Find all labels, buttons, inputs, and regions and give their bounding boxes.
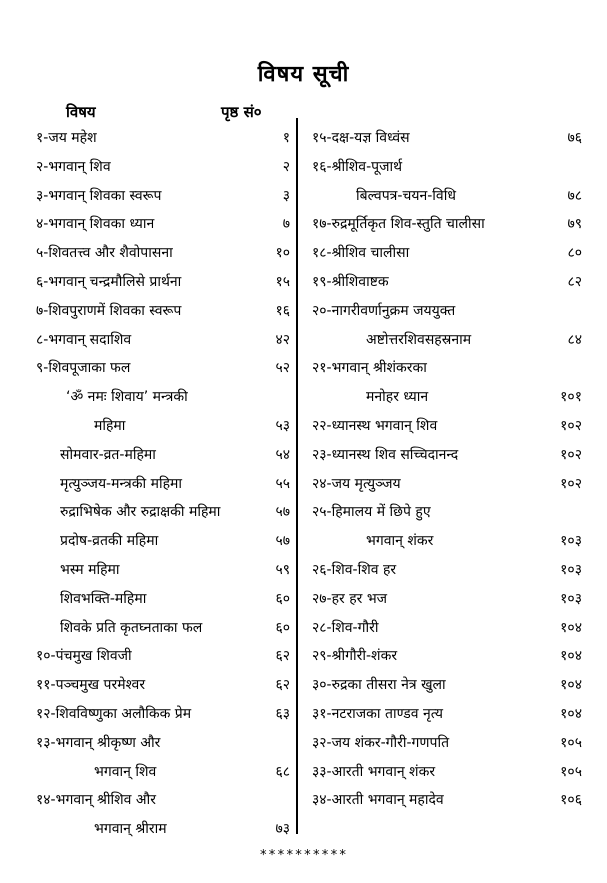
toc-entry-title: अष्टोत्तरशिवसहस्रनाम <box>366 331 472 348</box>
toc-left-column <box>36 124 290 844</box>
toc-entry-page: ६८ <box>275 763 290 780</box>
toc-entry-title: १६-श्रीशिव-पूजार्थ <box>312 158 403 175</box>
column-header-subject: विषय <box>66 103 96 121</box>
column-divider <box>296 118 298 834</box>
toc-entry <box>36 297 290 326</box>
toc-entry-page: ६२ <box>275 648 290 665</box>
toc-entry-page: ५७ <box>275 533 290 550</box>
toc-entry-title: २४-जय मृत्युञ्जय <box>312 475 401 492</box>
toc-entry-page: ८४ <box>567 331 582 348</box>
toc-entry <box>36 470 290 499</box>
toc-entry <box>312 182 582 211</box>
toc-entry <box>312 700 582 729</box>
toc-entry <box>36 700 290 729</box>
toc-entry <box>312 268 582 297</box>
toc-entry-page: ६२ <box>275 677 290 694</box>
toc-entry-title: १४-भगवान् श्रीशिव और <box>36 792 156 809</box>
toc-entry <box>312 758 582 787</box>
toc-entry-page: ७३ <box>275 821 290 838</box>
toc-entry <box>312 470 582 499</box>
toc-entry-page: १०१ <box>560 389 582 406</box>
toc-entry-title: ११-पञ्चमुख परमेश्वर <box>36 677 146 694</box>
toc-entry-page: ७९ <box>567 216 582 233</box>
toc-entry <box>36 326 290 355</box>
toc-entry-title: ३३-आरती भगवान् शंकर <box>312 763 436 780</box>
toc-entry-page: १०२ <box>560 417 582 434</box>
toc-entry-title: शिवभक्ति-महिमा <box>60 590 147 607</box>
toc-entry <box>312 297 582 326</box>
toc-entry-page: ७६ <box>567 130 582 146</box>
toc-entry-page: ५४ <box>275 446 290 463</box>
toc-entry-title: २८-शिव-गौरी <box>312 619 379 636</box>
toc-entry-title: शिवके प्रति कृतघ्नताका फल <box>60 619 203 636</box>
toc-entry <box>312 153 582 182</box>
toc-entry-title: ९-शिवपूजाका फल <box>36 360 131 377</box>
toc-entry <box>312 671 582 700</box>
toc-entry-page: १०६ <box>560 792 582 809</box>
toc-entry <box>36 671 290 700</box>
toc-entry-title: ३१-नटराजका ताण्डव नृत्य <box>312 705 443 722</box>
toc-entry-page: ६३ <box>275 705 290 722</box>
toc-entry-title: २१-भगवान् श्रीशंकरका <box>312 360 427 377</box>
toc-entry-title: सोमवार-व्रत-महिमा <box>60 446 156 463</box>
toc-entry-title: २-भगवान् शिव <box>36 158 111 175</box>
toc-entry-title: मनोहर ध्यान <box>366 389 429 406</box>
toc-entry-page: ७८ <box>567 187 582 204</box>
toc-entry-title: भगवान् श्रीराम <box>94 821 167 838</box>
toc-entry-title: ६-भगवान् चन्द्रमौलिसे प्रार्थना <box>36 273 182 290</box>
toc-entry-title: भस्म महिमा <box>60 561 120 578</box>
toc-entry <box>36 239 290 268</box>
toc-entry-title: १३-भगवान् श्रीकृष्ण और <box>36 734 161 751</box>
toc-entry-title: ३४-आरती भगवान् महादेव <box>312 792 444 809</box>
toc-entry <box>36 354 290 383</box>
toc-entry-title: ३०-रुद्रका तीसरा नेत्र खुला <box>312 677 446 694</box>
toc-entry <box>36 210 290 239</box>
page-title: विषय सूची <box>257 62 350 87</box>
toc-entry-title: २३-ध्यानस्थ शिव सच्चिदानन्द <box>312 446 459 463</box>
toc-entry-page: ८० <box>567 245 582 262</box>
toc-entry-title: १२-शिवविष्णुका अलौकिक प्रेम <box>36 705 192 722</box>
toc-entry-title: २२-ध्यानस्थ भगवान् शिव <box>312 417 438 434</box>
toc-entry <box>312 614 582 643</box>
toc-entry-title: मृत्युञ्जय-मन्त्रकी महिमा <box>60 475 183 492</box>
toc-entry <box>312 412 582 441</box>
toc-entry-page: १०३ <box>560 561 582 578</box>
toc-entry <box>312 527 582 556</box>
toc-entry <box>36 642 290 671</box>
toc-entry <box>312 642 582 671</box>
footer-ornament: ********** <box>259 848 348 863</box>
toc-entry-title: १०-पंचमुख शिवजी <box>36 648 132 665</box>
toc-entry-page: १०५ <box>560 763 582 780</box>
toc-entry <box>36 441 290 470</box>
toc-entry <box>36 498 290 527</box>
toc-entry <box>312 441 582 470</box>
toc-entry-title: भगवान् शिव <box>94 763 157 780</box>
toc-entry-page: १०५ <box>560 734 582 751</box>
toc-entry-page: ५९ <box>275 561 290 578</box>
toc-entry-title: ३२-जय शंकर-गौरी-गणपति <box>312 734 450 751</box>
toc-entry-page: ४२ <box>275 331 290 348</box>
toc-entry-page: १० <box>275 245 290 262</box>
toc-entry-title: रुद्राभिषेक और रुद्राक्षकी महिमा <box>60 504 221 521</box>
toc-entry <box>312 326 582 355</box>
toc-entry-title: बिल्वपत्र-चयन-विधि <box>356 187 456 204</box>
toc-entry-page: १०४ <box>560 677 582 694</box>
toc-entry <box>36 412 290 441</box>
toc-entry <box>312 498 582 527</box>
toc-entry <box>36 124 290 153</box>
toc-entry-title: १-जय महेश <box>36 130 97 146</box>
toc-entry-page: १०२ <box>560 475 582 492</box>
toc-entry <box>36 786 290 815</box>
toc-entry-page: १ <box>282 130 290 146</box>
toc-entry <box>312 210 582 239</box>
toc-entry <box>312 556 582 585</box>
toc-entry-page: १६ <box>275 302 290 319</box>
toc-entry-title: ८-भगवान् सदाशिव <box>36 331 132 348</box>
toc-entry-page: १०२ <box>560 446 582 463</box>
toc-entry <box>36 729 290 758</box>
toc-entry-title: ५-शिवतत्त्व और शैवोपासना <box>36 245 173 262</box>
toc-entry <box>36 527 290 556</box>
toc-entry <box>312 729 582 758</box>
toc-entry-page: १५ <box>275 273 290 290</box>
toc-entry <box>36 383 290 412</box>
toc-entry-title: १७-रुद्रमूर्तिकृत शिव-स्तुति चालीसा <box>312 216 485 233</box>
toc-entry-title: महिमा <box>94 417 126 434</box>
toc-entry <box>36 815 290 844</box>
toc-entry <box>36 182 290 211</box>
toc-entry-title: २५-हिमालय में छिपे हुए <box>312 504 431 521</box>
toc-entry-page: ५२ <box>275 360 290 377</box>
toc-entry-page: ५७ <box>275 504 290 521</box>
toc-entry-page: १०३ <box>560 590 582 607</box>
toc-entry <box>312 786 582 815</box>
toc-entry <box>312 383 582 412</box>
toc-entry-title: २०-नागरीवर्णानुक्रम जययुक्त <box>312 302 456 319</box>
toc-right-column <box>312 124 582 815</box>
toc-entry-title: २९-श्रीगौरी-शंकर <box>312 648 398 665</box>
toc-entry-title: २६-शिव-शिव हर <box>312 561 397 578</box>
toc-entry-title: भगवान् शंकर <box>366 533 434 550</box>
toc-entry <box>36 585 290 614</box>
toc-entry-title: २७-हर हर भज <box>312 590 388 607</box>
toc-entry <box>312 354 582 383</box>
toc-entry <box>36 614 290 643</box>
toc-entry-title: ४-भगवान् शिवका ध्यान <box>36 216 155 233</box>
toc-entry-page: ३ <box>282 187 290 204</box>
toc-entry-page: १०३ <box>560 533 582 550</box>
toc-entry <box>36 268 290 297</box>
toc-entry <box>36 758 290 787</box>
column-header-page-number: पृष्ठ सं० <box>221 103 262 121</box>
toc-entry <box>312 124 582 153</box>
toc-entry-title: १९-श्रीशिवाष्टक <box>312 273 389 290</box>
toc-entry-page: ६० <box>275 619 290 636</box>
toc-entry <box>312 585 582 614</box>
toc-entry-title: ‘ॐ नमः शिवाय’ मन्त्रकी <box>66 389 188 406</box>
toc-entry-title: ३-भगवान् शिवका स्वरूप <box>36 187 162 204</box>
toc-entry-page: ५३ <box>275 417 290 434</box>
toc-entry <box>312 239 582 268</box>
toc-entry-title: प्रदोष-व्रतकी महिमा <box>60 533 159 550</box>
toc-entry-page: ५५ <box>275 475 290 492</box>
toc-entry-page: ७ <box>282 216 290 233</box>
toc-entry-page: ६० <box>275 590 290 607</box>
toc-entry <box>36 556 290 585</box>
toc-entry-page: १०४ <box>560 705 582 722</box>
toc-entry-title: ७-शिवपुराणमें शिवका स्वरूप <box>36 302 182 319</box>
toc-entry-page: १०४ <box>560 648 582 665</box>
toc-entry-title: १५-दक्ष-यज्ञ विध्वंस <box>312 130 410 146</box>
toc-entry-page: ८२ <box>567 273 582 290</box>
toc-entry-page: २ <box>282 158 290 175</box>
toc-entry <box>36 153 290 182</box>
toc-entry-page: १०४ <box>560 619 582 636</box>
toc-entry-title: १८-श्रीशिव चालीसा <box>312 245 410 262</box>
